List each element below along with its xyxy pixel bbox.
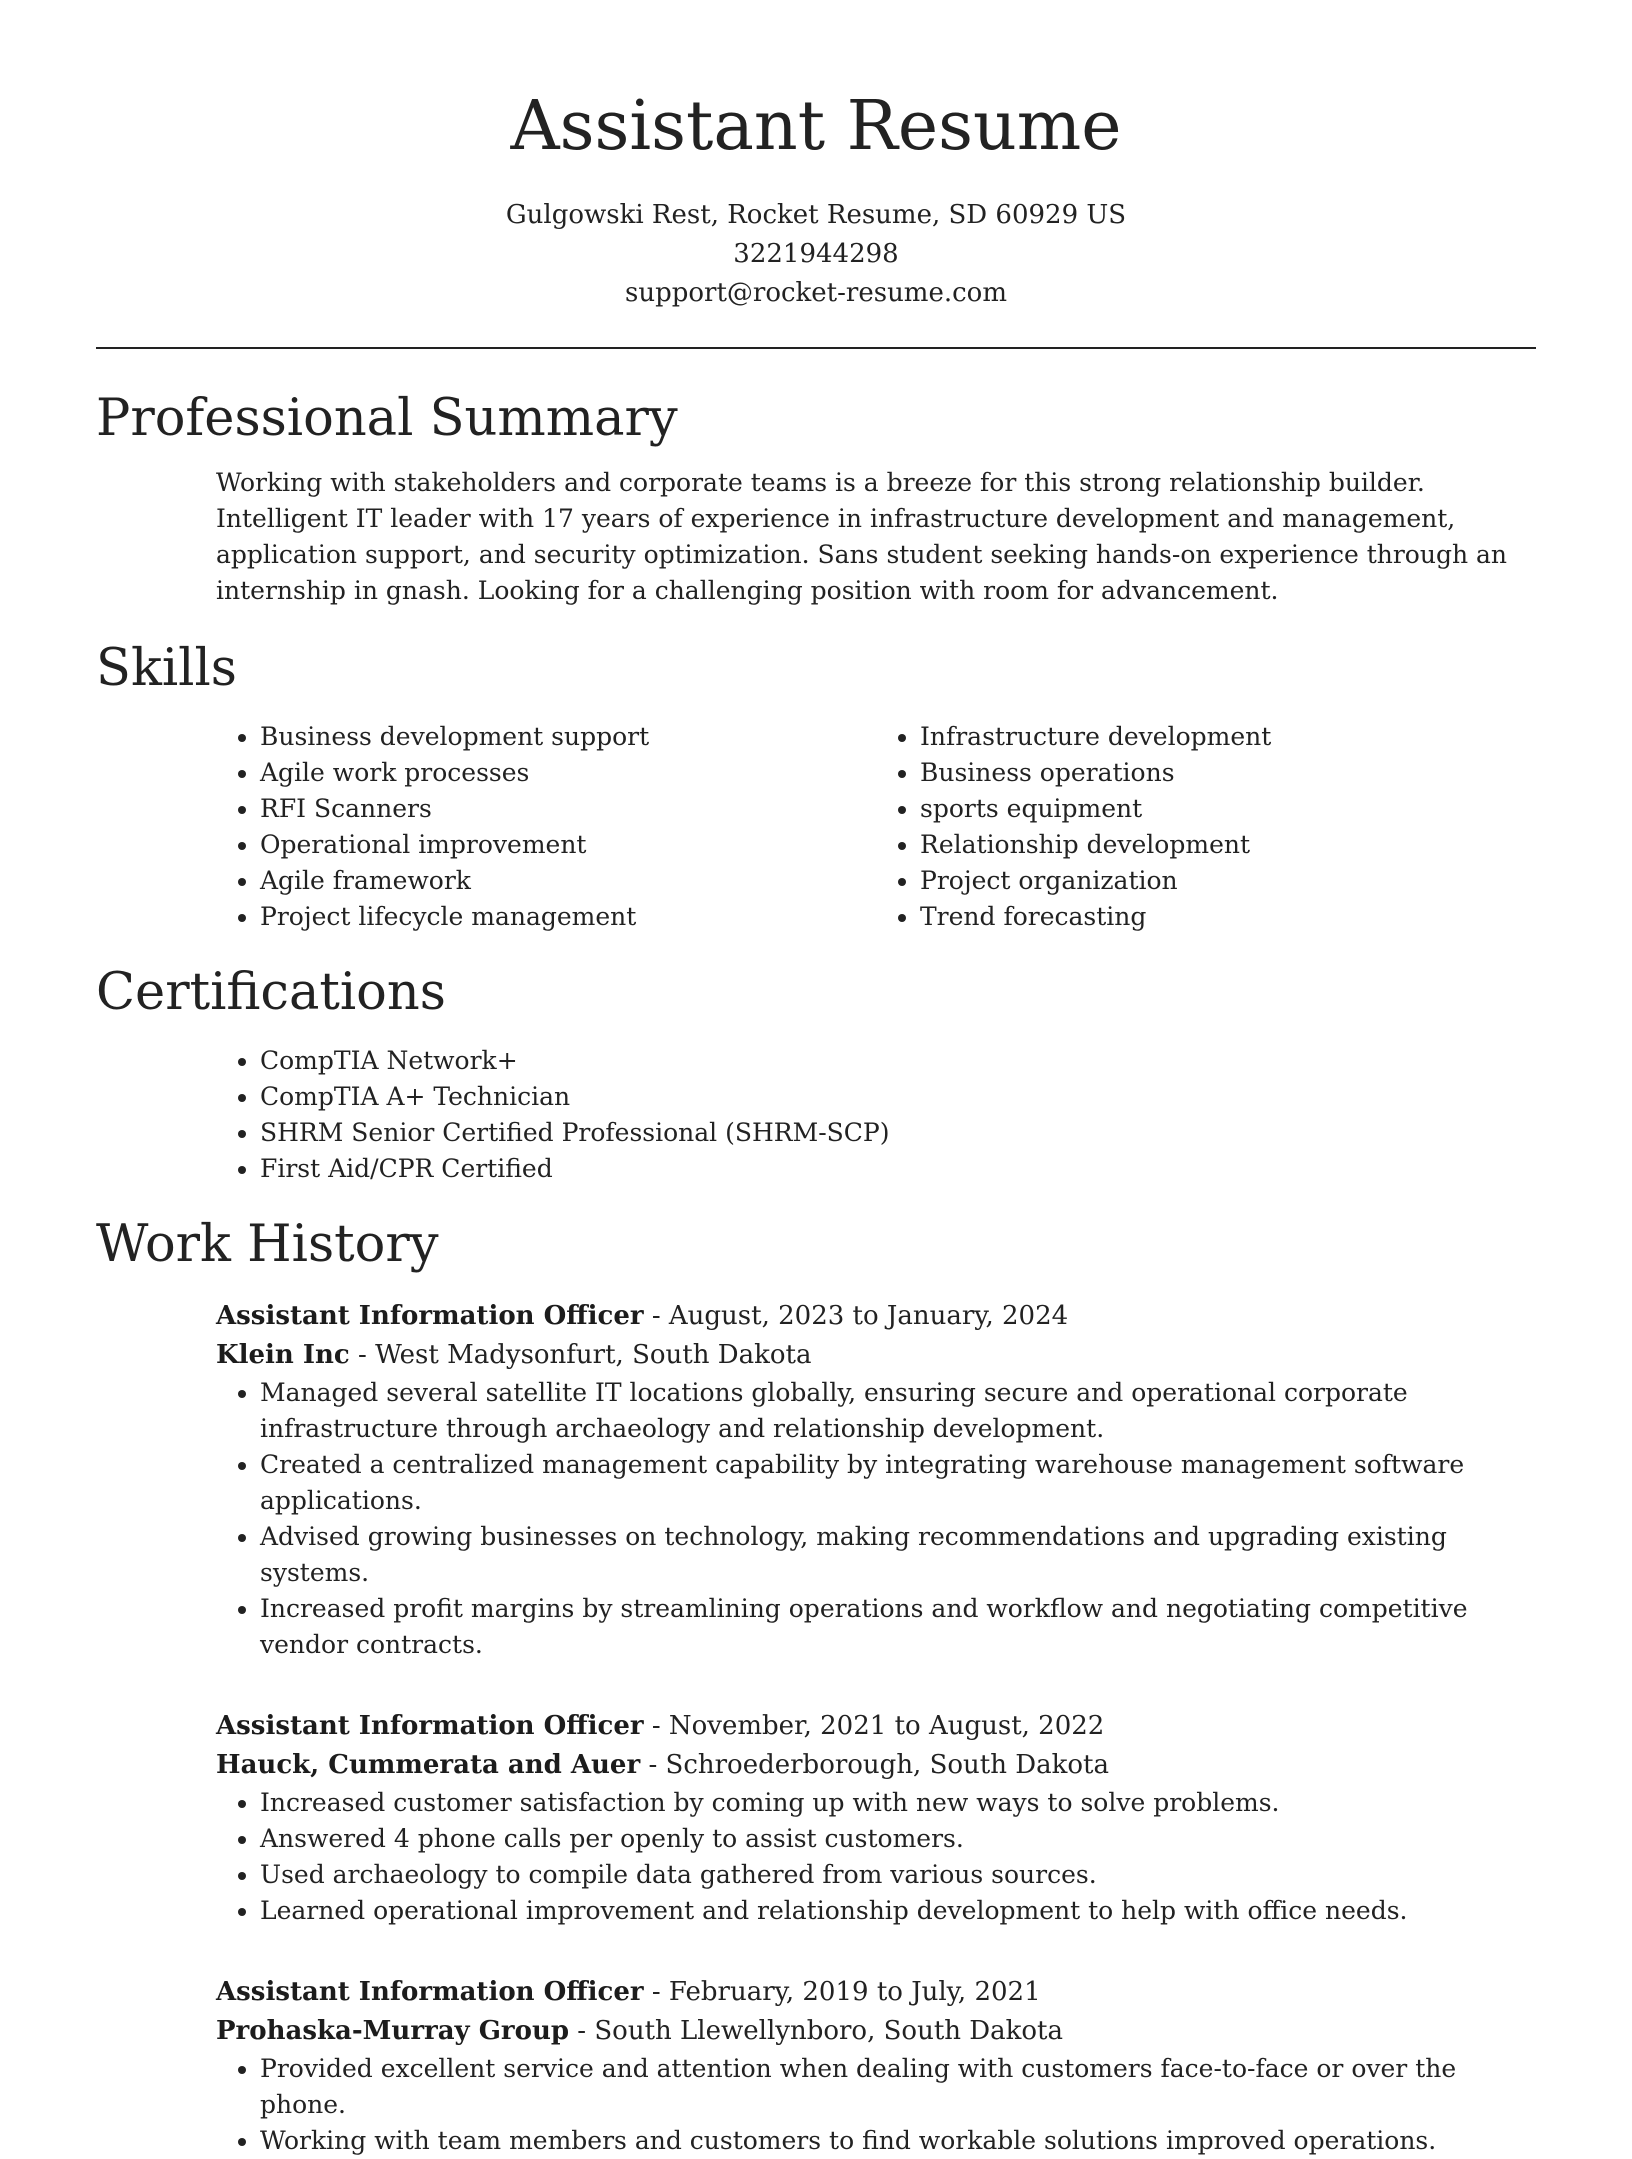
skill-item: • Trend forecasting (920, 899, 1536, 935)
summary-text: Working with stakeholders and corporate teams is a breeze for this strong relationship builder. Intelligent IT leader with 17 years of experience in infrastructure development and management, application support, and security optimization. Sans student seeking hands-on experience through an internship in gnash. Looking for a challenging position with room for advancement. (216, 468, 1508, 605)
header-divider (96, 347, 1536, 349)
skill-item: • Infrastructure development (920, 719, 1536, 755)
skill-item: • Project organization (920, 863, 1536, 899)
job-role: Assistant Information Officer (216, 1977, 644, 2007)
job-bullet: • Managed several satellite IT locations globally, ensuring secure and operational corporate infrastructure through archaeology and relationship development. (260, 1375, 1536, 1447)
contact-email: support@rocket-resume.com (624, 278, 1007, 308)
resume-page (96, 0, 1536, 2159)
skill-item: • Agile work processes (260, 755, 876, 791)
skill-item: • RFI Scanners (260, 791, 876, 827)
contact-phone: 3221944298 (733, 239, 899, 269)
skills-heading: Skills (96, 639, 237, 698)
job-title-line (216, 1973, 1536, 2012)
skill-item: • sports equipment (920, 791, 1536, 827)
job-company-line (216, 1746, 1536, 1785)
skill-item: • Operational improvement (260, 827, 876, 863)
skills-list-left (216, 719, 876, 935)
job-location: - Schroederborough, South Dakota (640, 1750, 1109, 1780)
job-bullet: • Increased customer satisfaction by coming up with new ways to solve problems. (260, 1785, 1536, 1821)
job-bullet: • Increased profit margins by streamlining operations and workflow and negotiating competitive vendor contracts. (260, 1591, 1536, 1663)
job-entry (216, 1707, 1536, 1929)
job-company: Prohaska-Murray Group (216, 2016, 570, 2046)
contact-block (96, 196, 1536, 313)
job-bullet: • Learned operational improvement and relationship development to help with office needs. (260, 1893, 1536, 1929)
job-bullets (216, 2051, 1536, 2159)
job-title-line (216, 1707, 1536, 1746)
resume-title: Assistant Resume (510, 87, 1122, 166)
job-company: Klein Inc (216, 1340, 350, 1370)
certification-item: • SHRM Senior Certified Professional (SHRM-SCP) (260, 1115, 1536, 1151)
job-bullets (216, 1375, 1536, 1663)
job-bullet: • Created a centralized management capability by integrating warehouse management software applications. (260, 1447, 1536, 1519)
job-role: Assistant Information Officer (216, 1711, 644, 1741)
job-company: Hauck, Cummerata and Auer (216, 1750, 641, 1780)
job-location: - West Madysonfurt, South Dakota (349, 1340, 812, 1370)
skill-item: • Relationship development (920, 827, 1536, 863)
certification-item: • First Aid/CPR Certified (260, 1151, 1536, 1187)
certification-item: • CompTIA A+ Technician (260, 1079, 1536, 1115)
job-bullet: • Provided excellent service and attention when dealing with customers face-to-face or over the phone. (260, 2051, 1536, 2123)
resume-header (96, 0, 1536, 313)
skills-list-right (876, 719, 1536, 935)
certifications-block (216, 1043, 1536, 1187)
job-bullet: • Used archaeology to compile data gathered from various sources. (260, 1857, 1536, 1893)
job-bullet: • Answered 4 phone calls per openly to assist customers. (260, 1821, 1536, 1857)
skills-columns (216, 719, 1536, 935)
job-entry (216, 1297, 1536, 1663)
job-entry (216, 1973, 1536, 2159)
job-bullet: • Working with team members and customers to find workable solutions improved operations. (260, 2123, 1536, 2159)
job-role: Assistant Information Officer (216, 1301, 644, 1331)
job-bullet: • Advised growing businesses on technology, making recommendations and upgrading existing systems. (260, 1519, 1536, 1591)
job-company-line (216, 1336, 1536, 1375)
contact-address: Gulgowski Rest, Rocket Resume, SD 60929 US (505, 200, 1127, 230)
certification-item: • CompTIA Network+ (260, 1043, 1536, 1079)
skill-item: • Project lifecycle management (260, 899, 876, 935)
certifications-heading: Certifications (96, 963, 446, 1022)
job-dates: - November, 2021 to August, 2022 (643, 1711, 1105, 1741)
job-location: - South Llewellynboro, South Dakota (569, 2016, 1063, 2046)
job-dates: - February, 2019 to July, 2021 (643, 1977, 1041, 2007)
certifications-list (216, 1043, 1536, 1187)
skill-item: • Agile framework (260, 863, 876, 899)
skill-item: • Business development support (260, 719, 876, 755)
summary-heading: Professional Summary (96, 389, 678, 448)
job-title-line (216, 1297, 1536, 1336)
skill-item: • Business operations (920, 755, 1536, 791)
job-bullets (216, 1785, 1536, 1929)
job-company-line (216, 2012, 1536, 2051)
work-history-heading: Work History (96, 1215, 439, 1274)
job-dates: - August, 2023 to January, 2024 (643, 1301, 1069, 1331)
